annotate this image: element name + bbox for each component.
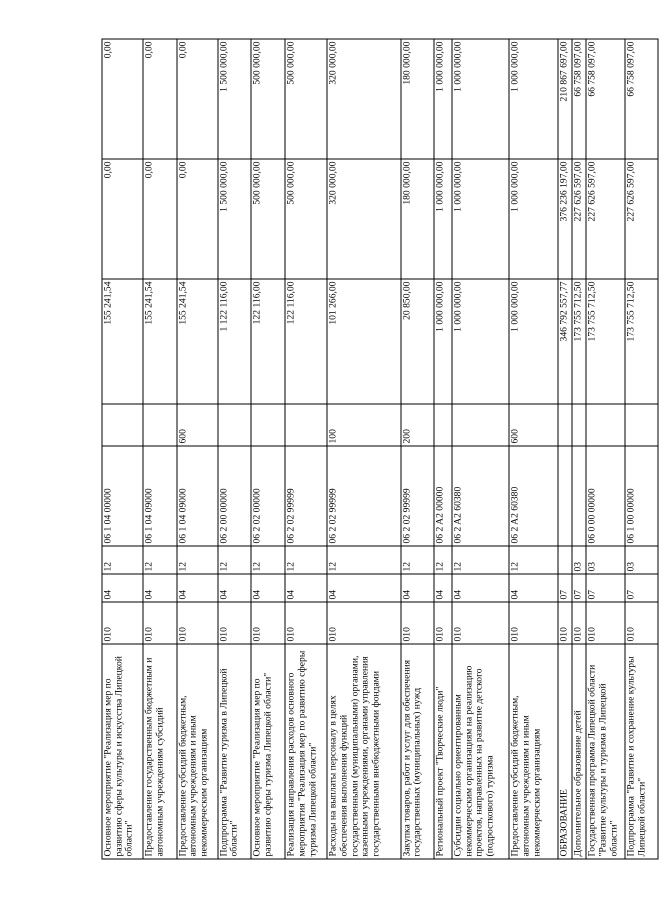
table-row — [434, 39, 451, 859]
name-cell: Расходы на выплаты персоналу в целях обеспечения выполнения функций государственными (муниципальными) органами, казенными учреждениями, органами управления государственными внебюджетными фондами — [327, 644, 401, 859]
expense-type-cell — [143, 404, 177, 446]
expense-type-cell — [102, 404, 143, 446]
amount-year1-cell: 155 241,54 — [143, 279, 177, 404]
section-code-cell: 04 — [177, 574, 218, 602]
name-cell: Предоставление государственным бюджетным и автономным учреждениям субсидий — [143, 644, 177, 859]
subsection-code-cell: 12 — [143, 546, 177, 574]
expense-type-cell: 200 — [401, 404, 435, 446]
expense-type-cell: 600 — [509, 404, 558, 446]
subsection-code-cell: 12 — [327, 546, 401, 574]
ministry-code-cell: 010 — [434, 602, 451, 644]
expense-type-cell — [625, 404, 658, 446]
amount-year2-cell: 1 000 000,00 — [452, 159, 509, 279]
expense-type-cell — [452, 404, 509, 446]
expense-type-cell: 600 — [177, 404, 218, 446]
name-cell: Подпрограмма "Развитие туризма в Липецкой области" — [218, 644, 252, 859]
expense-type-cell — [572, 404, 586, 446]
subsection-code-cell: 12 — [509, 546, 558, 574]
amount-year1-cell: 122 116,00 — [285, 279, 327, 404]
subsection-code-cell: 12 — [434, 546, 451, 574]
ministry-code-cell: 010 — [572, 602, 586, 644]
section-code-cell: 04 — [434, 574, 451, 602]
amount-year3-cell: 500 000,00 — [251, 39, 285, 159]
subsection-code-cell: 03 — [586, 546, 625, 574]
amount-year1-cell: 346 792 557,77 — [558, 279, 572, 404]
amount-year3-cell: 0,00 — [143, 39, 177, 159]
amount-year2-cell: 0,00 — [102, 159, 143, 279]
section-code-cell: 07 — [572, 574, 586, 602]
name-cell: Реализация направления расходов основного мероприятия "Реализация мер по развитию сферы туризма Липецкой области" — [285, 644, 327, 859]
table-row — [509, 39, 558, 859]
amount-year3-cell: 1 000 000,00 — [509, 39, 558, 159]
amount-year2-cell: 180 000,00 — [401, 159, 435, 279]
subsection-code-cell: 12 — [452, 546, 509, 574]
amount-year2-cell: 1 000 000,00 — [509, 159, 558, 279]
target-article-cell: 06 2 A2 60380 — [452, 446, 509, 546]
table-row — [177, 39, 218, 859]
budget-table — [102, 39, 659, 860]
amount-year3-cell: 66 758 097,00 — [586, 39, 625, 159]
expense-type-cell — [586, 404, 625, 446]
amount-year3-cell: 1 000 000,00 — [434, 39, 451, 159]
subsection-code-cell: 12 — [218, 546, 252, 574]
subsection-code-cell: 03 — [625, 546, 658, 574]
amount-year3-cell: 180 000,00 — [401, 39, 435, 159]
subsection-code-cell: 12 — [177, 546, 218, 574]
name-cell: Закупка товаров, работ и услуг для обеспечения государственных (муниципальных) нужд — [401, 644, 435, 859]
amount-year1-cell: 101 266,00 — [327, 279, 401, 404]
amount-year2-cell: 227 626 597,00 — [586, 159, 625, 279]
amount-year1-cell: 155 241,54 — [102, 279, 143, 404]
amount-year3-cell: 66 758 097,00 — [625, 39, 658, 159]
name-cell: Дополнительное образование детей — [572, 644, 586, 859]
target-article-cell — [558, 446, 572, 546]
table-body — [102, 39, 658, 859]
table-row — [218, 39, 252, 859]
ministry-code-cell: 010 — [218, 602, 252, 644]
ministry-code-cell: 010 — [251, 602, 285, 644]
table-row — [285, 39, 327, 859]
amount-year1-cell: 1 122 116,00 — [218, 279, 252, 404]
amount-year3-cell: 320 000,00 — [327, 39, 401, 159]
name-cell: Субсидии социально ориентированным некоммерческим организациям на реализацию проектов, направленных на развитие детского (подросткового) туризма — [452, 644, 509, 859]
section-code-cell: 04 — [452, 574, 509, 602]
amount-year3-cell: 0,00 — [102, 39, 143, 159]
ministry-code-cell: 010 — [625, 602, 658, 644]
ministry-code-cell: 010 — [401, 602, 435, 644]
amount-year2-cell: 0,00 — [177, 159, 218, 279]
amount-year3-cell: 1 500 000,00 — [218, 39, 252, 159]
amount-year1-cell: 20 850,00 — [401, 279, 435, 404]
target-article-cell: 06 1 04 00000 — [102, 446, 143, 546]
name-cell: Подпрограмма "Развитие и сохранение культуры Липецкой области" — [625, 644, 658, 859]
target-article-cell — [572, 446, 586, 546]
ministry-code-cell: 010 — [327, 602, 401, 644]
section-code-cell: 04 — [143, 574, 177, 602]
amount-year3-cell: 0,00 — [177, 39, 218, 159]
section-code-cell: 04 — [102, 574, 143, 602]
expense-type-cell: 100 — [327, 404, 401, 446]
table-row — [452, 39, 509, 859]
subsection-code-cell: 12 — [251, 546, 285, 574]
table-row — [558, 39, 572, 859]
section-code-cell: 07 — [625, 574, 658, 602]
expense-type-cell — [434, 404, 451, 446]
subsection-code-cell: 03 — [572, 546, 586, 574]
expense-type-cell — [558, 404, 572, 446]
table-row — [401, 39, 435, 859]
target-article-cell: 06 2 A2 00000 — [434, 446, 451, 546]
amount-year1-cell: 173 755 712,50 — [586, 279, 625, 404]
ministry-code-cell: 010 — [177, 602, 218, 644]
name-cell: Государственная программа Липецкой области "Развитие культуры и туризма в Липецкой области" — [586, 644, 625, 859]
expense-type-cell — [218, 404, 252, 446]
table-row — [625, 39, 658, 859]
ministry-code-cell: 010 — [452, 602, 509, 644]
name-cell: Основное мероприятие "Реализация мер по развитию сферы туризма Липецкой области" — [251, 644, 285, 859]
table-row — [586, 39, 625, 859]
subsection-code-cell — [558, 546, 572, 574]
subsection-code-cell: 12 — [102, 546, 143, 574]
amount-year2-cell: 1 500 000,00 — [218, 159, 252, 279]
target-article-cell: 06 1 00 00000 — [625, 446, 658, 546]
ministry-code-cell: 010 — [285, 602, 327, 644]
amount-year2-cell: 227 626 597,00 — [625, 159, 658, 279]
target-article-cell: 06 1 04 09000 — [143, 446, 177, 546]
section-code-cell: 07 — [586, 574, 625, 602]
name-cell: Предоставление субсидий бюджетным, автономным учреждениям и иным некоммерческим организациям — [177, 644, 218, 859]
amount-year1-cell: 122 116,00 — [251, 279, 285, 404]
target-article-cell: 06 0 00 00000 — [586, 446, 625, 546]
ministry-code-cell: 010 — [558, 602, 572, 644]
table-row — [143, 39, 177, 859]
amount-year3-cell: 210 867 697,00 — [558, 39, 572, 159]
ministry-code-cell: 010 — [143, 602, 177, 644]
amount-year2-cell: 227 626 597,00 — [572, 159, 586, 279]
table-row — [251, 39, 285, 859]
amount-year1-cell: 1 000 000,00 — [452, 279, 509, 404]
section-code-cell: 04 — [285, 574, 327, 602]
target-article-cell: 06 1 04 09000 — [177, 446, 218, 546]
section-code-cell: 07 — [558, 574, 572, 602]
amount-year1-cell: 173 755 712,50 — [572, 279, 586, 404]
section-code-cell: 04 — [401, 574, 435, 602]
amount-year3-cell: 500 000,00 — [285, 39, 327, 159]
amount-year2-cell: 376 236 197,00 — [558, 159, 572, 279]
amount-year1-cell: 173 755 712,50 — [625, 279, 658, 404]
target-article-cell: 06 2 02 99999 — [285, 446, 327, 546]
table-row — [102, 39, 143, 859]
rotated-table-wrapper — [102, 40, 659, 860]
target-article-cell: 06 2 02 99999 — [401, 446, 435, 546]
table-row — [327, 39, 401, 859]
name-cell: Основное мероприятие "Реализация мер по развитию сферы культуры и искусства Липецкой области" — [102, 644, 143, 859]
amount-year1-cell: 155 241,54 — [177, 279, 218, 404]
subsection-code-cell: 12 — [401, 546, 435, 574]
name-cell: Региональный проект "Творческие люди" — [434, 644, 451, 859]
target-article-cell: 06 2 02 99999 — [327, 446, 401, 546]
target-article-cell: 06 2 A2 60380 — [509, 446, 558, 546]
section-code-cell: 04 — [218, 574, 252, 602]
amount-year3-cell: 66 758 097,00 — [572, 39, 586, 159]
ministry-code-cell: 010 — [586, 602, 625, 644]
ministry-code-cell: 010 — [509, 602, 558, 644]
amount-year2-cell: 1 000 000,00 — [434, 159, 451, 279]
name-cell: ОБРАЗОВАНИЕ — [558, 644, 572, 859]
target-article-cell: 06 2 02 00000 — [251, 446, 285, 546]
amount-year1-cell: 1 000 000,00 — [509, 279, 558, 404]
table-row — [572, 39, 586, 859]
amount-year3-cell: 1 000 000,00 — [452, 39, 509, 159]
name-cell: Предоставление субсидий бюджетным, автономным учреждениям и иным некоммерческим организациям — [509, 644, 558, 859]
amount-year2-cell: 0,00 — [143, 159, 177, 279]
target-article-cell: 06 2 00 00000 — [218, 446, 252, 546]
amount-year2-cell: 500 000,00 — [285, 159, 327, 279]
amount-year2-cell: 500 000,00 — [251, 159, 285, 279]
section-code-cell: 04 — [327, 574, 401, 602]
section-code-cell: 04 — [509, 574, 558, 602]
expense-type-cell — [285, 404, 327, 446]
section-code-cell: 04 — [251, 574, 285, 602]
expense-type-cell — [251, 404, 285, 446]
amount-year2-cell: 320 000,00 — [327, 159, 401, 279]
amount-year1-cell: 1 000 000,00 — [434, 279, 451, 404]
subsection-code-cell: 12 — [285, 546, 327, 574]
ministry-code-cell: 010 — [102, 602, 143, 644]
